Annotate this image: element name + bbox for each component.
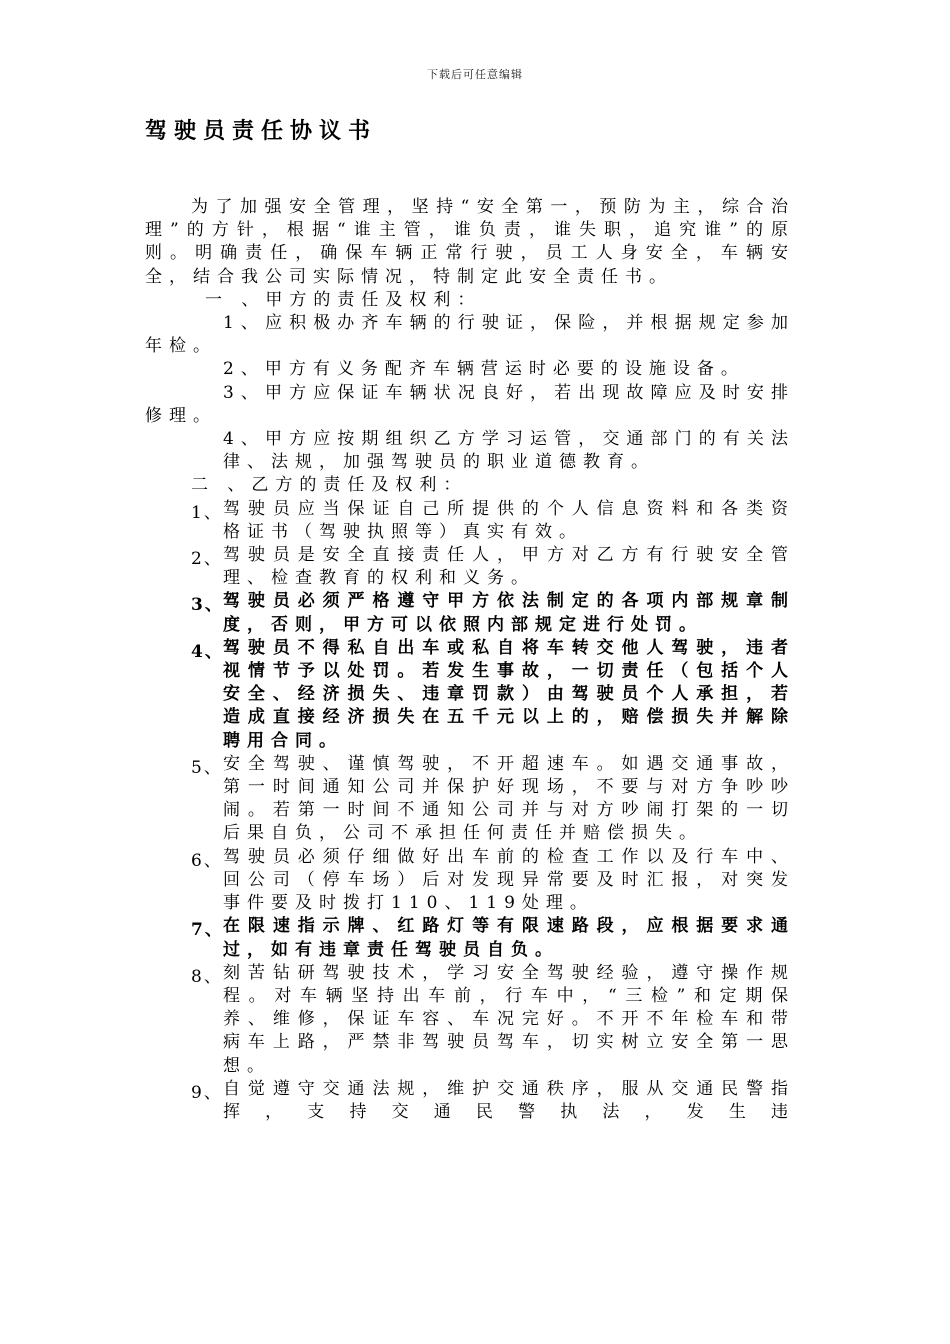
- list-item-text: 驾驶员应当保证自己所提供的个人信息资料和各类资格证书（驾驶执照等）真实有效。: [223, 498, 795, 542]
- list-number: 8、: [191, 966, 223, 987]
- section2-heading: 二 、乙方的责任及权利：: [191, 475, 468, 496]
- section2-item-4: [145, 637, 795, 753]
- section1-item-4: 4、甲方应按期组织乙方学习运管，交通部门的有关法律、法规，加强驾驶员的职业道德教育。: [223, 429, 795, 473]
- list-number: 3、: [191, 595, 224, 616]
- list-number: 2、: [191, 549, 223, 570]
- section1-item-2: 2、甲方有义务配齐车辆营运时必要的设施设备。: [223, 359, 745, 380]
- list-item-text: 驾驶员必须仔细做好出车前的检查工作以及行车中、回公司（停车场）后对发现异常要及时汇报，对突发事件要及时拨打110、119处理。: [223, 846, 795, 914]
- section1-heading: 一 、甲方的责任及权利：: [205, 289, 482, 310]
- list-item-text: 驾驶员不得私自出车或私自将车转交他人驾驶，违者视情节予以处罚。若发生事故，一切责任（包括个人安全、经济损失、违章罚款）由驾驶员个人承担，若造成直接经济损失在五千元以上的，赔偿损失并解除聘用合同。: [223, 637, 795, 751]
- list-item-text: 在限速指示牌、红路灯等有限速路段，应根据要求通过，如有违章责任驾驶员自负。: [223, 916, 795, 960]
- list-item-text: 驾驶员是安全直接责任人，甲方对乙方有行驶安全管理、检查教育的权利和义务。: [223, 545, 795, 589]
- section1-item-1: 1、应积极办齐车辆的行驶证，保险，并根据规定参加年检。: [145, 313, 795, 357]
- list-item-text: 驾驶员必须严格遵守甲方依法制定的各项内部规章制度，否则，甲方可以依照内部规定进行处罚。: [223, 591, 795, 635]
- section2-item-1: [145, 498, 795, 544]
- section2-item-2: [145, 544, 795, 590]
- list-item-text: 刻苦钻研驾驶技术，学习安全驾驶经验，遵守操作规程。对车辆坚持出车前，行车中，“三检”和定期保养、维修，保证车容、车况完好。不开不年检车和带病车上路，严禁非驾驶员驾车，切实树立安全第一思想。: [223, 962, 795, 1076]
- document-body: [145, 196, 795, 1124]
- list-number: 6、: [191, 850, 223, 871]
- list-number: 1、: [191, 502, 223, 523]
- list-number: 5、: [191, 757, 223, 778]
- list-item-text: 自觉遵守交通法规，维护交通秩序，服从交通民警指挥，支持交通民警执法，发生违: [223, 1078, 795, 1122]
- list-item-text: 安全驾驶、谨慎驾驶，不开超速车。如遇交通事故，第一时间通知公司并保护好现场，不要与对方争吵吵闹。若第一时间不通知公司并与对方吵闹打架的一切后果自负，公司不承担任何责任并赔偿损失。: [223, 753, 795, 844]
- section2-item-8: [145, 962, 795, 1078]
- section2-item-9: [145, 1078, 795, 1124]
- section2-item-5: [145, 753, 795, 846]
- list-number: 9、: [191, 1082, 223, 1103]
- section2-item-7: [145, 915, 795, 961]
- section1-item-3: 3、甲方应保证车辆状况良好，若出现故障应及时安排修理。: [145, 382, 795, 426]
- header-note: 下载后可任意编辑: [427, 68, 523, 81]
- section2-item-6: [145, 846, 795, 916]
- list-number: 4、: [191, 641, 224, 662]
- section2-item-3: [145, 590, 795, 636]
- list-number: 7、: [191, 920, 224, 941]
- intro-paragraph: 为了加强安全管理，坚持“安全第一，预防为主，综合治理”的方针，根据“谁主管，谁负责，谁失职，追究谁”的原则。明确责任，确保车辆正常行驶，员工人身安全，车辆安全，结合我公司实际情况，特制定此安全责任书。: [145, 197, 795, 287]
- document-title: 驾驶员责任协议书: [145, 118, 378, 144]
